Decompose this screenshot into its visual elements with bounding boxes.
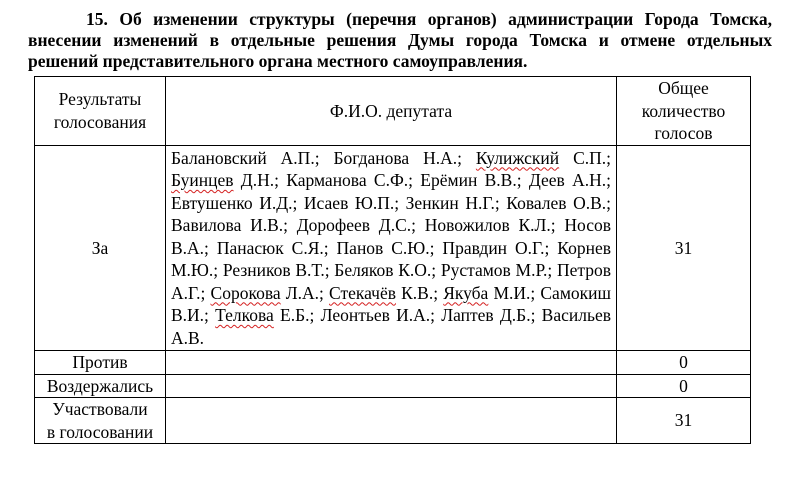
header-results bbox=[35, 77, 166, 146]
voting-results-table bbox=[34, 76, 751, 444]
row-label-abstained: Воздержались bbox=[35, 374, 166, 398]
deputy-surname-flagged: Кулижский bbox=[475, 147, 560, 168]
deputy-surname-flagged: Сорокова bbox=[210, 282, 281, 303]
deputy-names-for bbox=[166, 145, 617, 351]
deputy-names-text: К.В.; bbox=[396, 282, 444, 303]
header-total-line3: голосов bbox=[654, 123, 713, 143]
total-against: 0 bbox=[617, 351, 751, 375]
row-label-participated-line1: Участвовали bbox=[52, 399, 148, 419]
deputy-names-text: Е.Б.; Леонтьев И.А.; Лаптев Д.Б.; Васильев А.В. bbox=[171, 305, 611, 348]
table-row-abstained bbox=[35, 374, 751, 398]
deputy-surname-flagged: Телкова bbox=[215, 305, 274, 325]
header-total-line2: количество bbox=[641, 100, 726, 121]
total-abstained: 0 bbox=[617, 374, 751, 398]
header-deputy-name: Ф.И.О. депутата bbox=[166, 77, 617, 146]
table-row-for bbox=[35, 145, 751, 351]
row-label-participated bbox=[35, 398, 166, 444]
row-label-for: За bbox=[35, 145, 166, 351]
header-total-line1: Общее bbox=[658, 78, 709, 98]
deputy-names-abstained bbox=[166, 374, 617, 398]
total-participated: 31 bbox=[617, 398, 751, 444]
row-label-against: Против bbox=[35, 351, 166, 375]
row-label-participated-line2: в голосовании bbox=[46, 421, 154, 442]
deputy-surname-flagged: Буинцев bbox=[171, 170, 234, 190]
deputy-surname-flagged: Якуба bbox=[443, 282, 489, 303]
deputy-surname-flagged: Стекачёв bbox=[329, 282, 396, 303]
table-header-row bbox=[35, 77, 751, 146]
deputy-names-participated bbox=[166, 398, 617, 444]
header-total-votes bbox=[617, 77, 751, 146]
table-row-against bbox=[35, 351, 751, 375]
deputy-names-against bbox=[166, 351, 617, 375]
section-heading: 15. Об изменении структуры (перечня органов) администрации Города Томска, внесении изменений в отдельные решения Думы города Томска и отмене отдельных решений представительного органа местного самоуправления. bbox=[28, 9, 772, 71]
table-row-participated bbox=[35, 398, 751, 444]
deputy-names-text: Л.А.; bbox=[280, 282, 329, 303]
deputy-names-text: М.И.; Самокиш В.И.; bbox=[171, 282, 611, 325]
header-results-line1: Результаты bbox=[58, 89, 142, 110]
deputy-names-text: С.П.; bbox=[559, 147, 611, 168]
header-results-line2: голосования bbox=[53, 111, 147, 132]
deputy-names-text: Балановский А.П.; Богданова Н.А.; bbox=[171, 147, 476, 168]
total-for: 31 bbox=[617, 145, 751, 351]
deputy-names-text: Д.Н.; Карманова С.Ф.; Ерёмин В.В.; Деев А.Н.; Евтушенко И.Д.; Исаев Ю.П.; Зенкин Н.Г.; Ковалев О.В.; Вавилова И.В.; Дорофеев Д.С.; Новожилов К.Л.; Носов В.А.; Панасюк С.Я.; Панов С.Ю.; Правдин О.Г.; Корнев М.Ю.; Резников В.Т.; Беляков К.О.; Рустамов М.Р.; Петров А.Г.; bbox=[171, 170, 611, 303]
